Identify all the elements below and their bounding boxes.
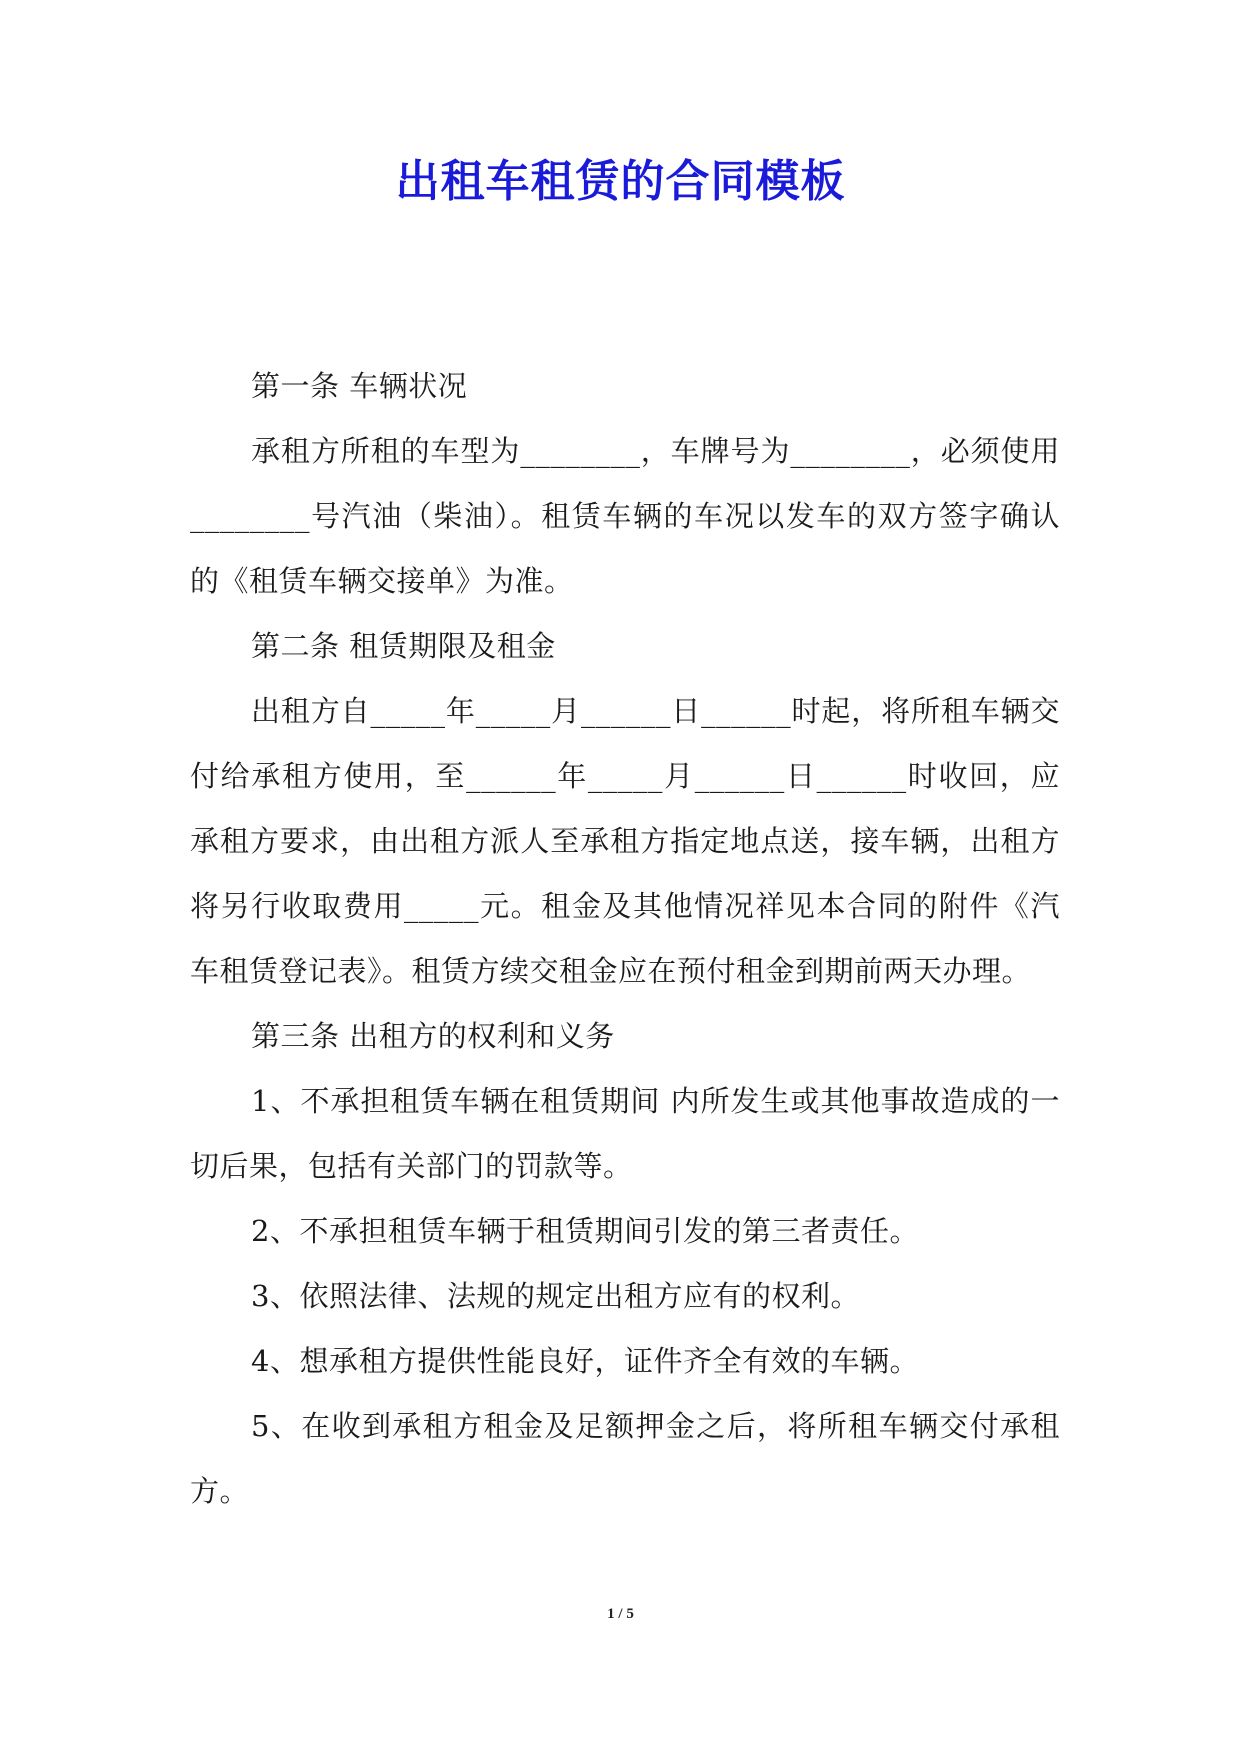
article-1-heading: 第一条 车辆状况	[251, 369, 468, 403]
article-3-item-1: 1、不承担租赁车辆在租赁期间 内所发生或其他事故造成的一切后果，包括有关部门的罚款等。	[190, 1084, 1060, 1183]
article-2-heading: 第二条 租赁期限及租金	[251, 629, 556, 663]
article-2-term-paragraph: 出租方自_____年_____月______日______时起，将所租车辆交付给承租方使用，至______年_____月______日______时收回，应承租方要求，由出租方派人至承租方指定地点送，接车辆，出租方将另行收取费用_____元。租金及其他情况祥见本合同的附件《汽车租赁登记表》。租赁方续交租金应在预付租金到期前两天办理。	[190, 694, 1060, 988]
document-title: 出租车租赁的合同模板	[395, 156, 846, 207]
article-3-item-3: 3、依照法律、法规的规定出租方应有的权利。	[251, 1279, 860, 1313]
page-number: 1 / 5	[607, 1606, 634, 1622]
article-1-vehicle-paragraph: 承租方所租的车型为________，车牌号为________，必须使用________号汽油（柴油）。租赁车辆的车况以发车的双方签字确认的《租赁车辆交接单》为准。	[190, 434, 1060, 598]
article-3-item-5: 5、在收到承租方租金及足额押金之后，将所租车辆交付承租方。	[190, 1409, 1060, 1508]
article-3-heading: 第三条 出租方的权利和义务	[251, 1019, 615, 1053]
article-3-item-2: 2、不承担租赁车辆于租赁期间引发的第三者责任。	[251, 1214, 919, 1248]
document-body	[190, 354, 1060, 1524]
article-3-item-4: 4、想承租方提供性能良好，证件齐全有效的车辆。	[251, 1344, 919, 1378]
